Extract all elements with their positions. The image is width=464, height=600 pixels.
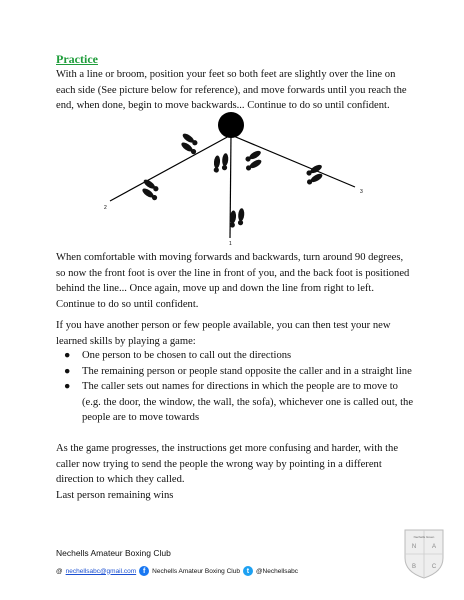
game-intro-paragraph: If you have another person or few people available, you can then test your new learned skills by playing a game: xyxy=(56,320,391,347)
winner-text: Last person remaining wins xyxy=(56,489,174,501)
footer-contact-row xyxy=(56,566,298,576)
email-link[interactable]: nechellsabc@gmail.com xyxy=(65,567,137,575)
twitter-icon[interactable]: t xyxy=(243,566,253,576)
game-rules-list xyxy=(56,348,416,426)
facebook-icon[interactable]: f xyxy=(139,566,149,576)
label-1: 1 xyxy=(229,241,232,245)
list-item: ● The remaining person or people stand opposite the caller and in a straight line xyxy=(56,364,416,380)
svg-text:C: C xyxy=(431,564,437,570)
footprints-line-1-icon xyxy=(213,152,245,228)
svg-text:Nechells Green: Nechells Green xyxy=(413,535,435,539)
twitter-handle[interactable]: @Nechellsabc xyxy=(255,567,298,575)
center-circle xyxy=(218,112,244,138)
svg-text:B: B xyxy=(411,564,417,570)
bullet-icon: ● xyxy=(64,365,71,377)
at-icon: @ xyxy=(56,567,63,575)
svg-text:A: A xyxy=(431,544,437,550)
list-item: ● The caller sets out names for directions in which the people are to move to (e.g. the door, the window, the wall, the sofa), whichever one is called out, the people are to move towards xyxy=(64,381,414,423)
footprints-line-3-icon xyxy=(241,149,327,186)
bullet-icon: ● xyxy=(64,381,71,392)
club-logo-icon xyxy=(403,528,445,580)
line-1 xyxy=(230,135,231,238)
game-progress-paragraph: As the game progresses, the instructions get more confusing and harder, with the caller now trying to send the people the wrong way by pointing in a different direction to which they called. Last person remaining wins xyxy=(56,441,414,503)
footer-club-name: Nechells Amateur Boxing Club xyxy=(56,548,171,558)
label-3: 3 xyxy=(360,189,363,195)
footwork-diagram xyxy=(90,105,370,245)
list-item: ● One person to be chosen to call out the directions xyxy=(56,348,416,364)
section-heading: Practice xyxy=(56,52,98,66)
svg-text:N: N xyxy=(411,544,417,550)
instruction-paragraph-1: With a line or broom, position your feet so both feet are slightly over the line on each side (See picture below for reference), and move forwards until you reach the end, when done, begin to move backwards... Continue to do so until confident. xyxy=(56,69,407,111)
footprints-line-2-icon xyxy=(138,132,202,202)
facebook-name[interactable]: Nechells Amateur Boxing Club xyxy=(152,567,240,575)
label-2: 2 xyxy=(104,205,107,211)
instruction-paragraph-2: When comfortable with moving forwards and backwards, turn around 90 degrees, so now the front foot is over the line in front of you, and the back foot is positioned behind the line... Once again, move up and down the line from right to left. Continue to do so until confident. xyxy=(56,252,410,310)
line-2 xyxy=(110,135,231,201)
bullet-icon: ● xyxy=(64,350,71,361)
